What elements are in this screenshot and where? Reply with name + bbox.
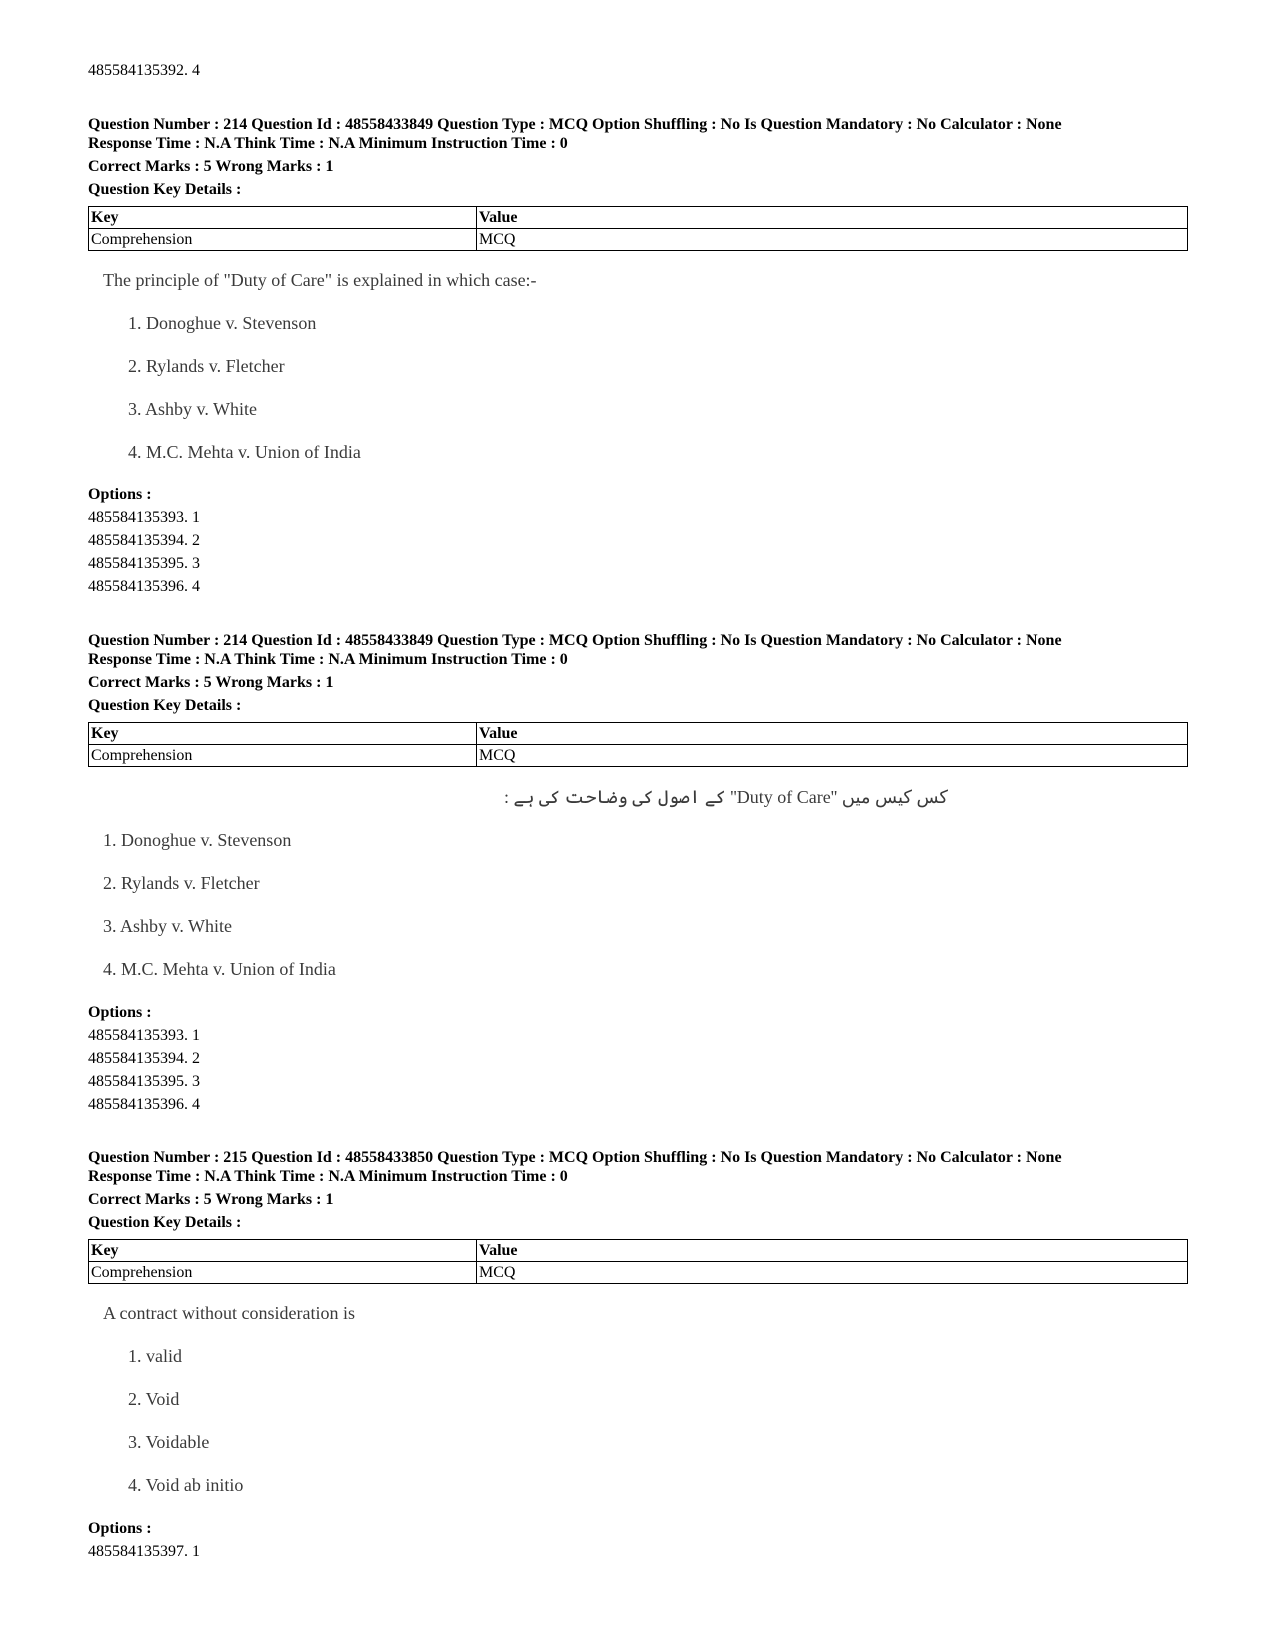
question-timing-line: Response Time : N.A Think Time : N.A Minimum Instruction Time : 0	[88, 651, 568, 668]
question-key-table	[88, 1239, 1188, 1284]
question-marks-line: Correct Marks : 5 Wrong Marks : 1	[88, 1191, 334, 1208]
question-choice: 1. Donoghue v. Stevenson	[103, 830, 292, 850]
table-header-value: Value	[477, 723, 1188, 745]
question-choice: 3. Voidable	[128, 1432, 210, 1452]
question-content	[88, 787, 988, 987]
question-meta-line: Question Number : 215 Question Id : 48558433850 Question Type : MCQ Option Shuffling : No Is Question Mandatory : No Calculator : None	[88, 1149, 1062, 1166]
question-choice: 4. Void ab initio	[128, 1475, 244, 1495]
options-label: Options :	[88, 1004, 152, 1021]
question-marks-line: Correct Marks : 5 Wrong Marks : 1	[88, 158, 334, 175]
table-header-row	[89, 1240, 1188, 1262]
question-key-table	[88, 206, 1188, 251]
question-prompt: کس کیس میں ''Duty of Care'' کے اصول کی وضاحت کی ہے :	[503, 787, 948, 807]
question-choice: 2. Rylands v. Fletcher	[128, 356, 285, 376]
table-row	[89, 745, 1188, 767]
table-cell-key: Comprehension	[89, 745, 477, 767]
question-content	[88, 1303, 988, 1503]
question-choice: 3. Ashby v. White	[128, 399, 257, 419]
table-header-key: Key	[89, 1240, 477, 1262]
table-header-value: Value	[477, 207, 1188, 229]
question-key-details-label: Question Key Details :	[88, 697, 242, 714]
options-label: Options :	[88, 1520, 152, 1537]
options-label: Options :	[88, 486, 152, 503]
question-choice: 1. Donoghue v. Stevenson	[128, 313, 317, 333]
table-cell-value: MCQ	[477, 745, 1188, 767]
question-meta-line: Question Number : 214 Question Id : 48558433849 Question Type : MCQ Option Shuffling : No Is Question Mandatory : No Calculator : None	[88, 116, 1062, 133]
question-content	[88, 270, 988, 470]
question-choice: 4. M.C. Mehta v. Union of India	[128, 442, 361, 462]
question-key-details-label: Question Key Details :	[88, 1214, 242, 1231]
table-header-key: Key	[89, 207, 477, 229]
question-choice: 3. Ashby v. White	[103, 916, 232, 936]
option-line: 485584135394. 2	[88, 1050, 200, 1067]
table-cell-key: Comprehension	[89, 1262, 477, 1284]
table-row	[89, 1262, 1188, 1284]
option-line: 485584135393. 1	[88, 509, 200, 526]
option-line: 485584135392. 4	[88, 62, 200, 79]
question-prompt: A contract without consideration is	[103, 1303, 355, 1323]
question-timing-line: Response Time : N.A Think Time : N.A Minimum Instruction Time : 0	[88, 1168, 568, 1185]
question-choice: 2. Void	[128, 1389, 180, 1409]
question-timing-line: Response Time : N.A Think Time : N.A Minimum Instruction Time : 0	[88, 135, 568, 152]
question-key-details-label: Question Key Details :	[88, 181, 242, 198]
question-prompt: The principle of "Duty of Care" is explained in which case:-	[103, 270, 537, 290]
table-header-row	[89, 207, 1188, 229]
option-line: 485584135395. 3	[88, 1073, 200, 1090]
table-cell-key: Comprehension	[89, 229, 477, 251]
question-choice: 1. valid	[128, 1346, 182, 1366]
table-cell-value: MCQ	[477, 1262, 1188, 1284]
table-row	[89, 229, 1188, 251]
table-cell-value: MCQ	[477, 229, 1188, 251]
question-meta-line: Question Number : 214 Question Id : 48558433849 Question Type : MCQ Option Shuffling : No Is Question Mandatory : No Calculator : None	[88, 632, 1062, 649]
question-key-table	[88, 722, 1188, 767]
table-header-key: Key	[89, 723, 477, 745]
option-line: 485584135393. 1	[88, 1027, 200, 1044]
table-header-value: Value	[477, 1240, 1188, 1262]
question-choice: 2. Rylands v. Fletcher	[103, 873, 260, 893]
option-line: 485584135396. 4	[88, 1096, 200, 1113]
option-line: 485584135394. 2	[88, 532, 200, 549]
question-choice: 4. M.C. Mehta v. Union of India	[103, 959, 336, 979]
table-header-row	[89, 723, 1188, 745]
option-line: 485584135396. 4	[88, 578, 200, 595]
option-line: 485584135397. 1	[88, 1543, 200, 1560]
option-line: 485584135395. 3	[88, 555, 200, 572]
question-marks-line: Correct Marks : 5 Wrong Marks : 1	[88, 674, 334, 691]
